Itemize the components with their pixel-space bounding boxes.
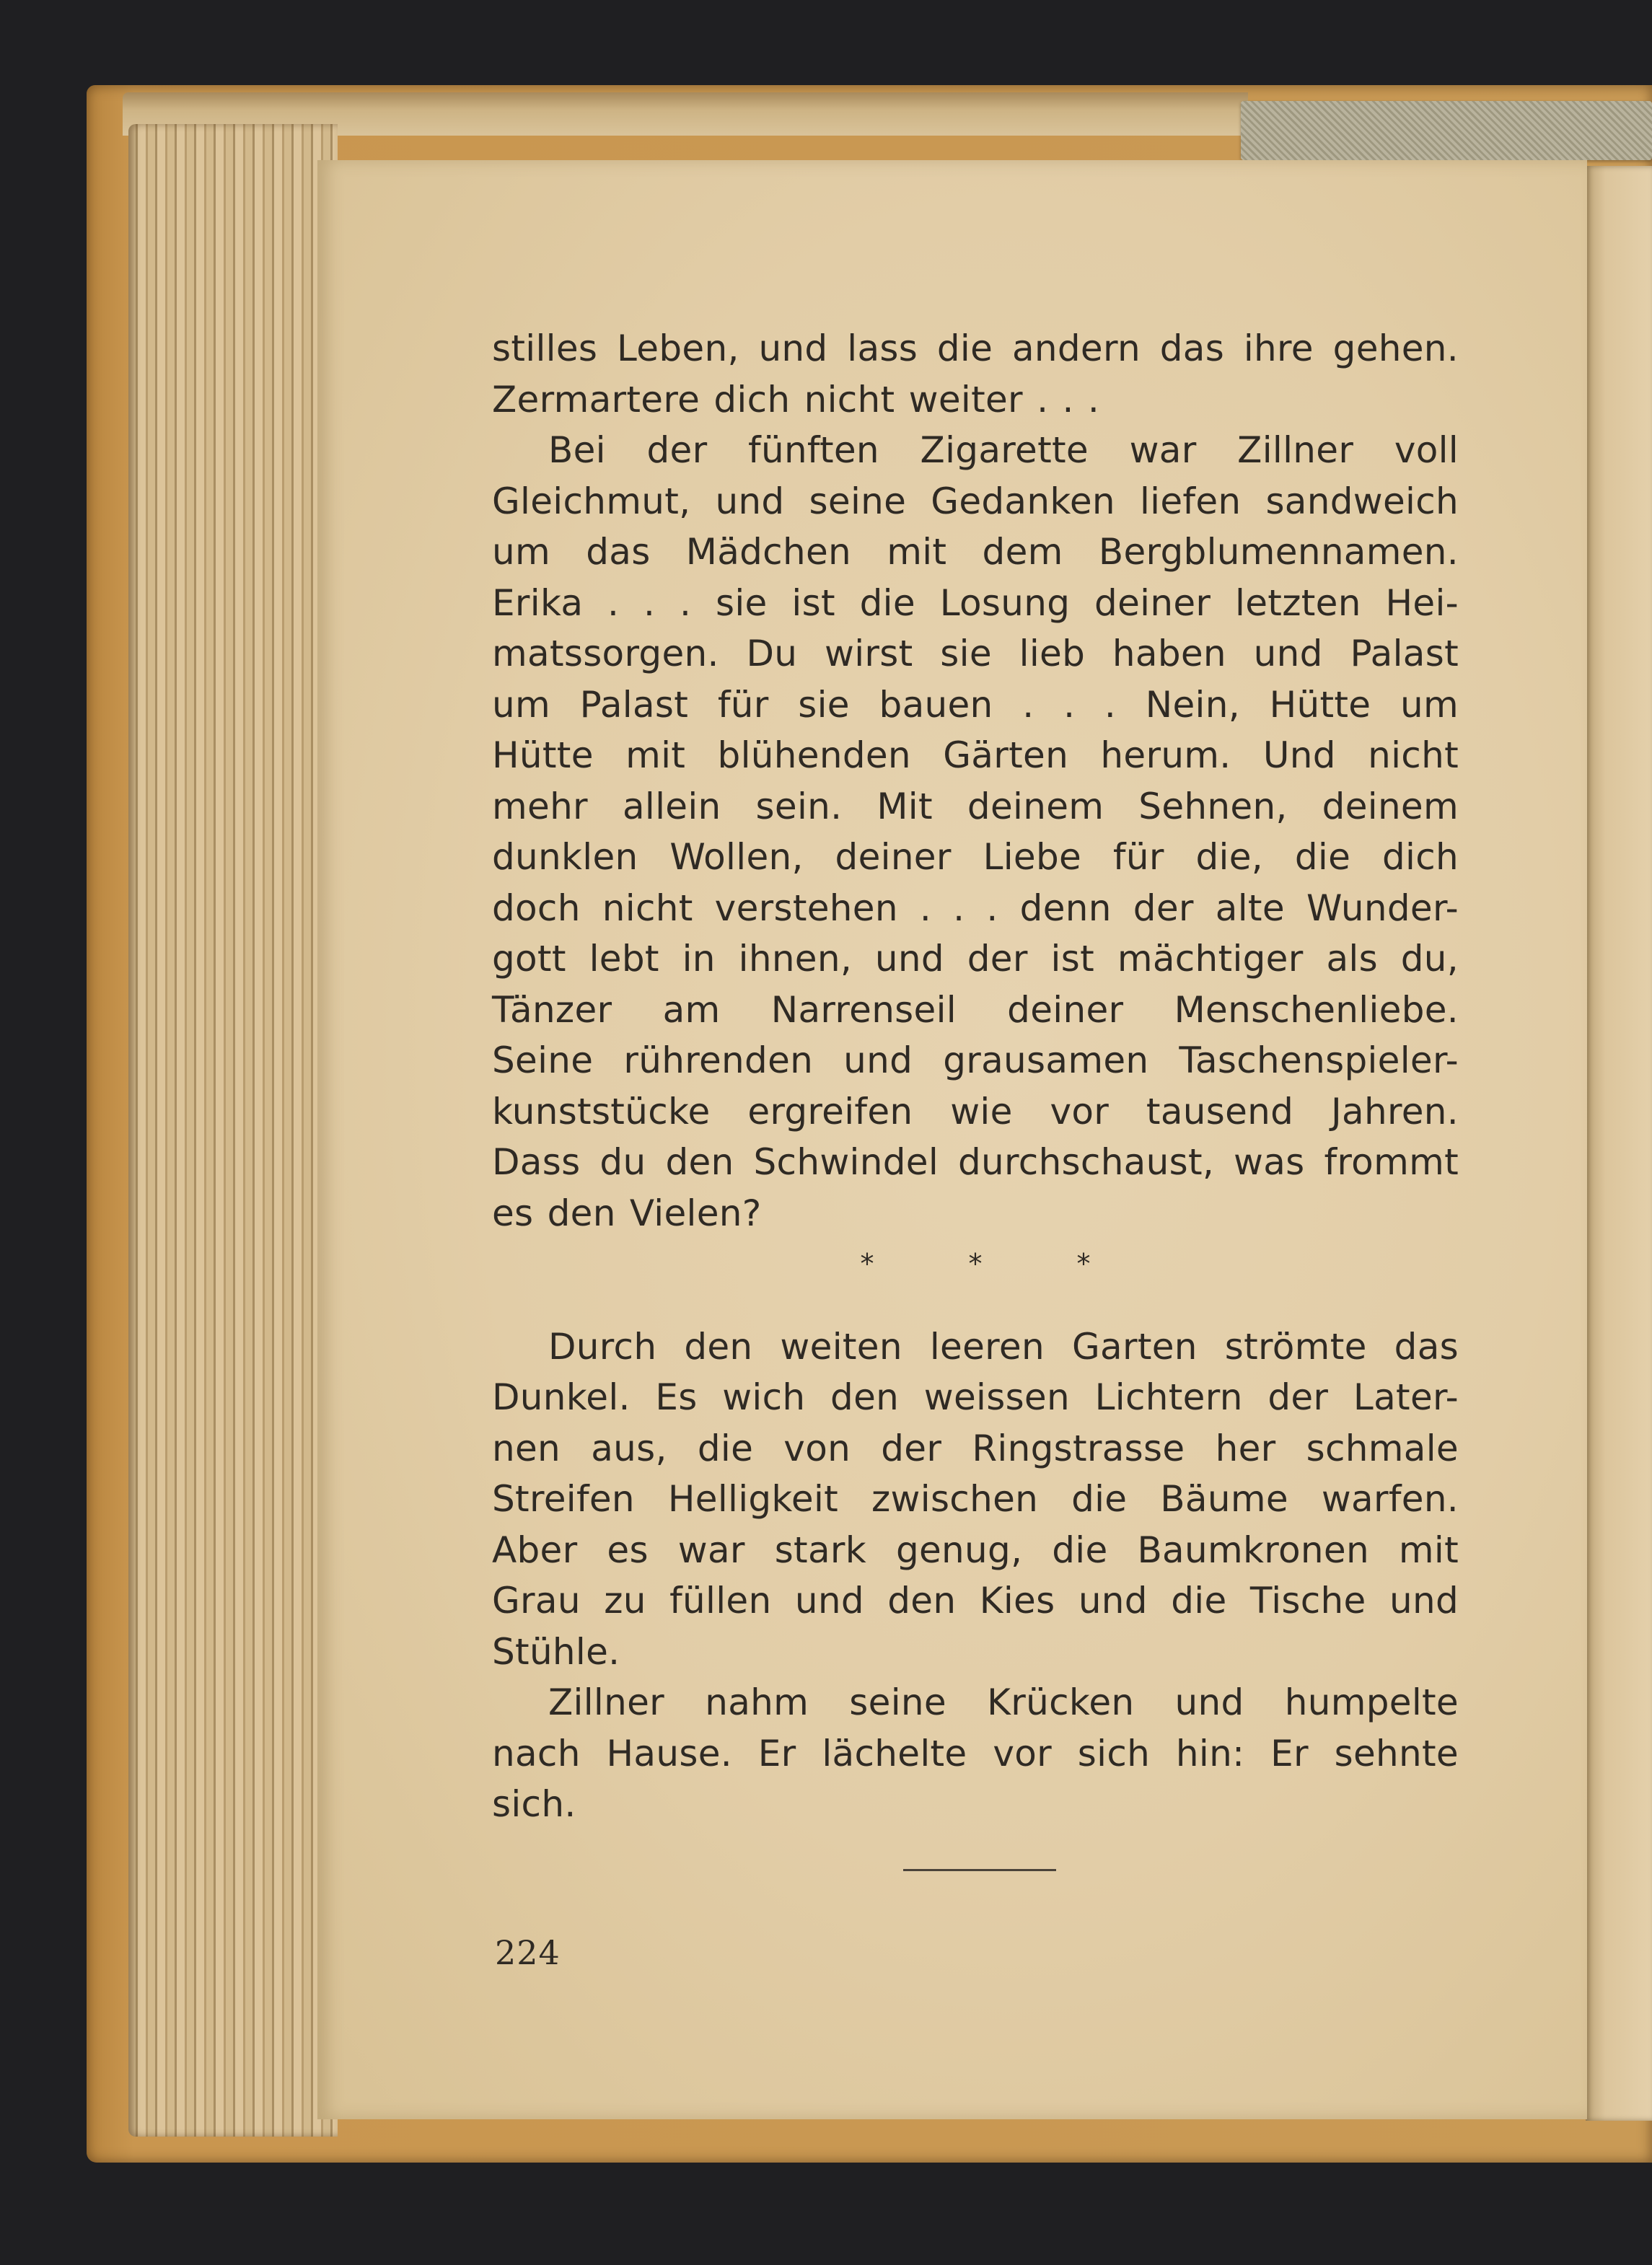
asterisk: * [860,1248,874,1280]
text-line: Dass du den Schwindel durchschaust, was frommt [492,1141,1459,1183]
text-line: Stühle. [492,1630,620,1673]
text-line: Streifen Helligkeit zwischen die Bäume warfen. [492,1478,1459,1520]
text-line: Gleichmut, und seine Gedanken liefen sandweich [492,480,1459,522]
text-line: kunststücke ergreifen wie vor tausend Jahren. [492,1090,1459,1132]
section-separator [492,1239,1459,1290]
text-line: um das Mädchen mit dem Bergblumennamen. [492,531,1459,573]
text-line: Tänzer am Narrenseil deiner Menschenliebe. [492,988,1459,1031]
page-number: 224 [495,1933,561,1972]
asterisk: * [1076,1248,1091,1280]
page-text [492,323,1459,1830]
text-line: gott lebt in ihnen, und der ist mächtiger als du, [492,938,1459,980]
text-line: doch nicht verstehen . . . denn der alte Wunder- [492,887,1459,929]
end-rule [903,1869,1056,1871]
text-line: es den Vielen? [492,1192,762,1234]
page-edges [128,124,338,2137]
text-line: um Palast für sie bauen . . . Nein, Hütte um [492,683,1459,726]
text-line: Dunkel. Es wich den weissen Lichtern der Later- [492,1376,1459,1418]
text-line: nen aus, die von der Ringstrasse her schmale [492,1427,1459,1469]
next-page-edge [1586,166,1652,2121]
text-line: matssorgen. Du wirst sie lieb haben und Palast [492,633,1459,674]
text-line: Hütte mit blühenden Gärten herum. Und nicht [492,734,1459,776]
text-line: sich. [492,1783,576,1825]
text-line: Bei der fünften Zigarette war Zillner voll [548,429,1459,471]
text-line: Zermartere dich nicht weiter . . . [492,378,1100,421]
text-line: stilles Leben, und lass die andern das ihre gehen. [492,327,1459,369]
text-line: Zillner nahm seine Krücken und humpelte [548,1681,1459,1723]
text-line: Seine rührenden und grausamen Taschenspieler- [492,1039,1459,1081]
text-line: Aber es war stark genug, die Baumkronen mit [492,1529,1459,1571]
text-line: dunklen Wollen, deiner Liebe für die, die dich [492,836,1459,878]
text-line: Grau zu füllen und den Kies und die Tische und [492,1580,1459,1622]
text-line: Durch den weiten leeren Garten strömte das [548,1325,1459,1368]
asterisk: * [968,1248,983,1280]
text-line: mehr allein sein. Mit deinem Sehnen, deinem [492,785,1459,827]
bookmark-ribbon [1241,101,1652,160]
text-line: Erika . . . sie ist die Losung deiner letzten Hei- [492,581,1459,624]
text-line: nach Hause. Er lächelte vor sich hin: Er sehnte [492,1732,1459,1774]
